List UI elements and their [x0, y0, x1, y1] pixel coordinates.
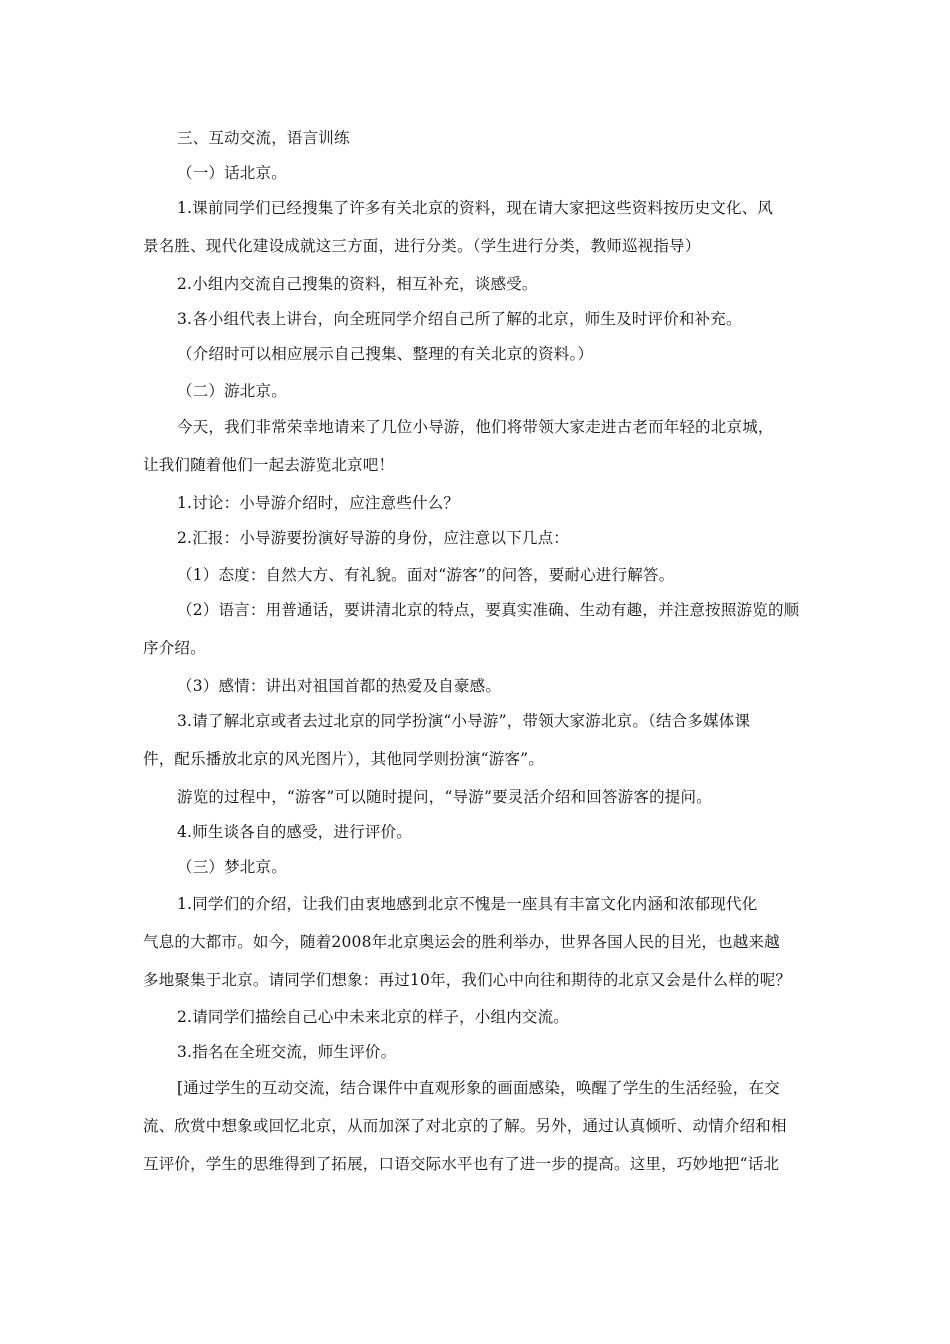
- paragraph-line: 1.同学们的介绍，让我们由衷地感到北京不愧是一座具有丰富文化内涵和浓郁现代化: [177, 895, 758, 913]
- section-heading: 三、互动交流，语言训练: [177, 129, 350, 147]
- subsection-heading: （二）游北京。: [177, 382, 287, 400]
- paragraph-line: 序介绍。: [143, 639, 206, 657]
- paragraph-line: 3.请了解北京或者去过北京的同学扮演“小导游”，带领大家游北京。（结合多媒体课: [177, 712, 751, 730]
- paragraph-line: 2.小组内交流自己搜集的资料，相互补充，谈感受。: [177, 275, 538, 293]
- paragraph-line: 气息的大都市。如今，随着2008年北京奥运会的胜利举办，世界各国人民的目光，也越来越: [143, 933, 780, 951]
- paragraph-line: 2.汇报：小导游要扮演好导游的身份，应注意以下几点：: [177, 529, 569, 547]
- paragraph-line: 流、欣赏中想象或回忆北京，从而加深了对北京的了解。另外，通过认真倾听、动情介绍和相: [143, 1117, 787, 1135]
- paragraph-line: 今天，我们非常荣幸地请来了几位小导游，他们将带领大家走进古老而年轻的北京城，: [177, 418, 774, 436]
- paragraph-line: 4.师生谈各自的感受，进行评价。: [177, 823, 412, 841]
- paragraph-line: （1）态度：自然大方、有礼貌。面对“游客”的问答，要耐心进行解答。: [177, 566, 675, 584]
- paragraph-line: 3.指名在全班交流，师生评价。: [177, 1043, 397, 1061]
- paragraph-line: 件，配乐播放北京的风光图片），其他同学则扮演“游客”。: [143, 750, 544, 768]
- paragraph-line: 让我们随着他们一起去游览北京吧！: [143, 456, 395, 474]
- paragraph-line: 3.各小组代表上讲台，向全班同学介绍自己所了解的北京，师生及时评价和补充。: [177, 310, 742, 328]
- paragraph-line: 多地聚集于北京。请同学们想象：再过10年，我们心中向往和期待的北京又会是什么样的呢？: [143, 971, 792, 989]
- paragraph-line: 1.课前同学们已经搜集了许多有关北京的资料，现在请大家把这些资料按历史文化、风: [177, 199, 774, 217]
- paragraph-line: （介绍时可以相应展示自己搜集、整理的有关北京的资料。）: [177, 345, 594, 363]
- subsection-heading: （一）话北京。: [177, 164, 287, 182]
- paragraph-line: 2.请同学们描绘自己心中未来北京的样子，小组内交流。: [177, 1008, 569, 1026]
- paragraph-line: 景名胜、现代化建设成就这三方面，进行分类。（学生进行分类，教师巡视指导）: [143, 237, 701, 255]
- paragraph-line: 1.讨论：小导游介绍时，应注意些什么？: [177, 494, 460, 512]
- paragraph-line: [通过学生的互动交流，结合课件中直观形象的画面感染，唤醒了学生的生活经验，在交: [177, 1079, 780, 1097]
- paragraph-line: （3）感情：讲出对祖国首都的热爱及自豪感。: [177, 677, 502, 695]
- paragraph-line: 互评价，学生的思维得到了拓展，口语交际水平也有了进一步的提高。这里，巧妙地把“话北: [143, 1155, 780, 1173]
- paragraph-line: 游览的过程中，“游客”可以随时提问，“导游”要灵活介绍和回答游客的提问。: [177, 788, 712, 806]
- subsection-heading: （三）梦北京。: [177, 858, 287, 876]
- paragraph-line: （2）语言：用普通话，要讲清北京的特点，要真实准确、生动有趣，并注意按照游览的顺: [177, 601, 800, 619]
